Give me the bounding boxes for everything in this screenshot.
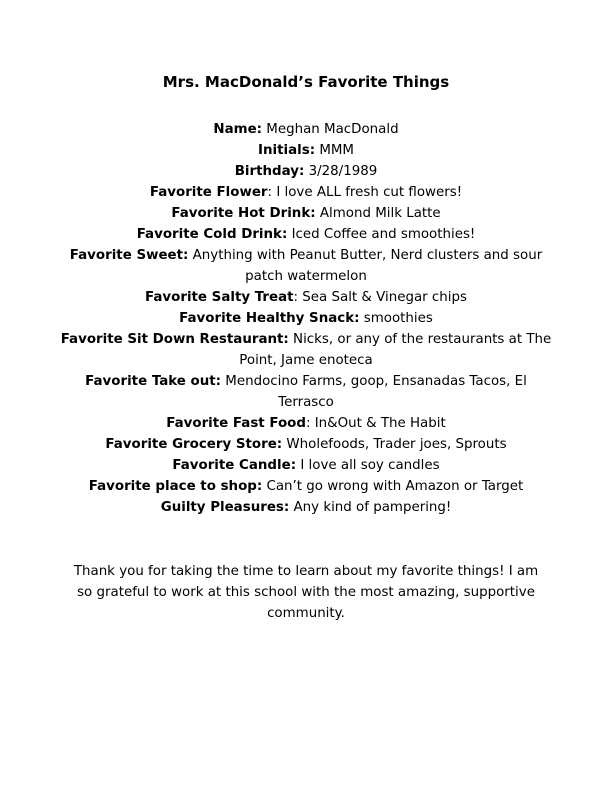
favorite-item-salty-treat [60,287,552,308]
favorite-item-initials [60,140,552,161]
favorite-item-sweet [60,245,552,287]
item-label: Favorite Salty Treat [145,290,294,305]
item-value: Meghan MacDonald [262,122,399,137]
item-value: Iced Coffee and smoothies! [287,227,476,242]
item-value: Any kind of pampering! [289,500,452,515]
item-label: Favorite Flower [149,185,268,200]
favorite-item-birthday [60,161,552,182]
item-value: Almond Milk Latte [315,206,441,221]
item-value: : In&Out & The Habit [305,416,446,431]
item-value: Can’t go wrong with Amazon or Target [262,479,524,494]
favorite-item-grocery-store [60,434,552,455]
item-label: Favorite Healthy Snack: [179,311,360,326]
item-value: : I love ALL fresh cut flowers! [267,185,463,200]
favorite-item-flower [60,182,552,203]
favorite-item-healthy-snack [60,308,552,329]
document-title: Mrs. MacDonald’s Favorite Things [162,73,450,91]
favorite-item-place-to-shop [60,476,552,497]
item-label: Name: [213,122,263,137]
item-value: smoothies [359,311,433,326]
item-label: Guilty Pleasures: [160,500,290,515]
closing-paragraph: Thank you for taking the time to learn about my favorite things! I am so grateful to work at this school with the most amazing, supportive community. [73,564,539,621]
favorite-item-candle [60,455,552,476]
item-label: Favorite Fast Food [166,416,306,431]
favorite-item-fast-food [60,413,552,434]
favorite-item-sit-down-restaurant [60,329,552,371]
item-label: Favorite Take out: [85,374,222,389]
item-label: Favorite place to shop: [88,479,263,494]
item-label: Favorite Grocery Store: [105,437,283,452]
favorites-list [60,119,552,518]
item-value: : Sea Salt & Vinegar chips [293,290,467,305]
favorite-item-name [60,119,552,140]
item-label: Favorite Candle: [172,458,297,473]
favorite-item-take-out [60,371,552,413]
item-label: Favorite Hot Drink: [171,206,316,221]
item-label: Initials: [258,143,316,158]
item-label: Favorite Sweet: [69,248,189,263]
item-value: Anything with Peanut Butter, Nerd clusters and sour patch watermelon [188,248,543,284]
item-label: Favorite Sit Down Restaurant: [60,332,289,347]
item-value: Nicks, or any of the restaurants at The Point, Jame enoteca [239,332,552,368]
item-value: Wholefoods, Trader joes, Sprouts [282,437,507,452]
favorite-item-hot-drink [60,203,552,224]
favorite-item-cold-drink [60,224,552,245]
item-value: Mendocino Farms, goop, Ensanadas Tacos, El Terrasco [221,374,527,410]
item-value: I love all soy candles [296,458,440,473]
item-label: Favorite Cold Drink: [136,227,288,242]
favorite-item-guilty-pleasures [60,497,552,518]
item-label: Birthday: [234,164,305,179]
item-value: 3/28/1989 [304,164,378,179]
item-value: MMM [315,143,354,158]
